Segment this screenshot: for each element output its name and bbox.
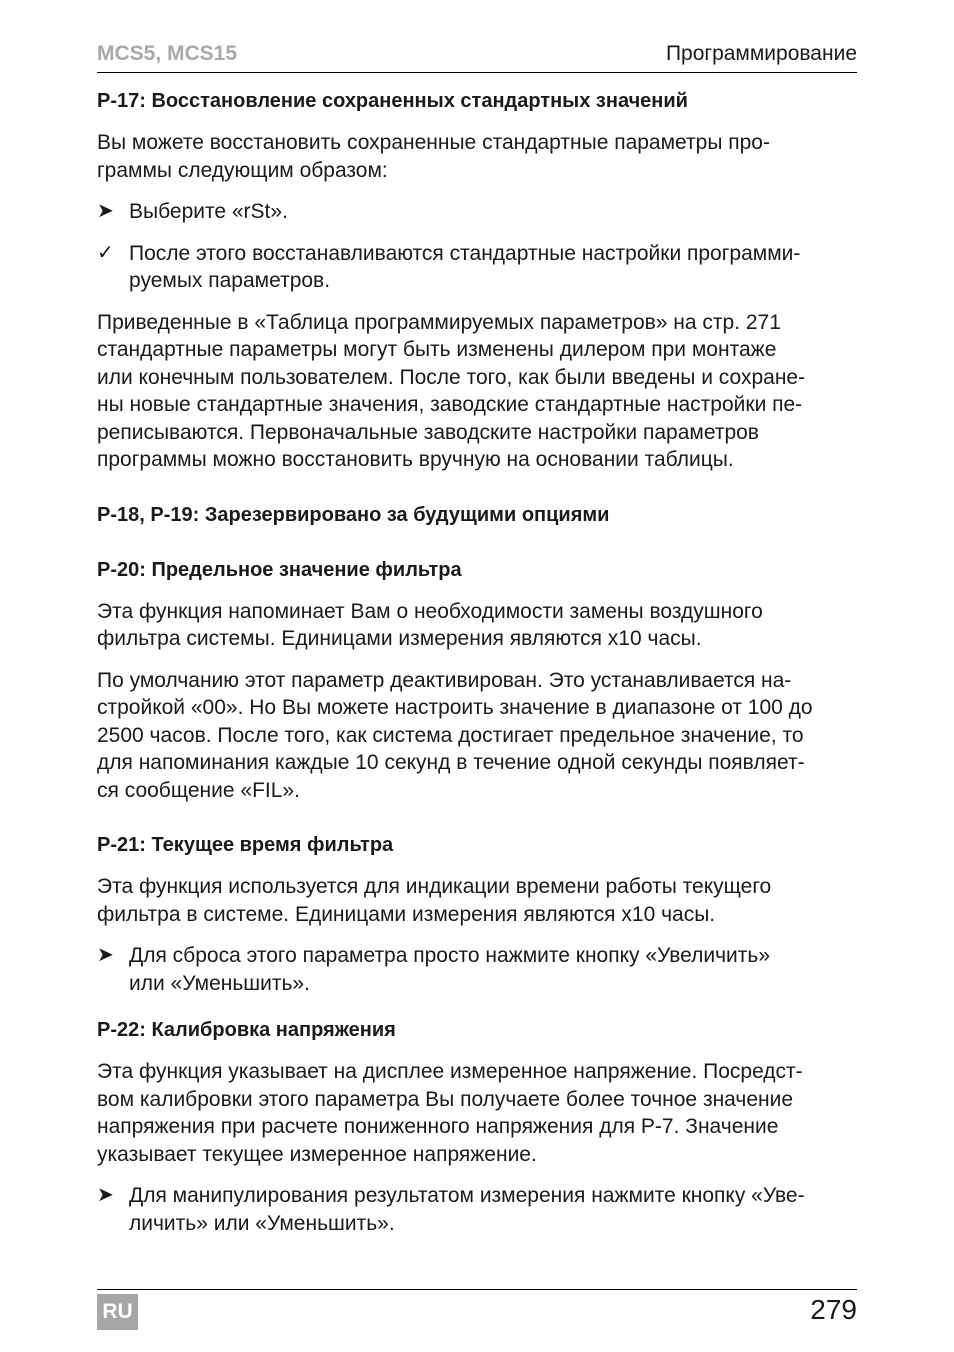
- model-name: MCS5, MCS15: [97, 42, 238, 65]
- heading-p17: P-17: Восстановление сохраненных стандартных значений: [97, 90, 688, 112]
- result-item: ✓ После этого восстанавливаются стандартные настройки программи- руемых параметров.: [97, 241, 801, 292]
- page-footer: [97, 1289, 857, 1325]
- checkmark-icon: ✓: [97, 241, 114, 264]
- document-body: [97, 88, 859, 1237]
- page-number: 279: [810, 1294, 857, 1325]
- heading-p18-p19: P-18, P-19: Зарезервировано за будущими опциями: [97, 503, 610, 526]
- paragraph: По умолчанию этот параметр деактивирован. Это устанавливается на- стройкой «00». Но Вы можете настроить значение в диапазоне от 100 до 2500 часов. После того, как система достигает предельное значение, то для напоминания каждые 10 секунд в течение одной секунды появляет- ся сообщение «FIL».: [97, 668, 813, 802]
- step-item: ➤ Для манипулирования результатом измерения нажмите кнопку «Уве- личить» или «Уменьшить».: [97, 1184, 805, 1235]
- paragraph: Вы можете восстановить сохраненные стандартные параметры про- граммы следующим образом:: [97, 131, 770, 182]
- paragraph: Эта функция используется для индикации времени работы текущего фильтра в системе. Единицами измерения являются x10 часы.: [97, 875, 772, 926]
- step-item: ➤ Выберите «rSt».: [97, 198, 859, 226]
- section-title: Программирование: [665, 42, 857, 65]
- arrow-icon: ➤: [97, 200, 114, 222]
- paragraph: Приведенные в «Таблица программируемых параметров» на стр. 271 стандартные параметры могут быть изменены дилером при монтаже или конечным пользователем. После того, как были введены и сохране- ны новые стандартные значения, заводские стандартные настройки пе- реписываются. Первоначальные заводските настройки параметров программы можно восстановить вручную на основании таблицы.: [97, 310, 806, 471]
- heading-p21: P-21: Текущее время фильтра: [97, 834, 394, 856]
- step-item: ➤ Для сброса этого параметра просто нажмите кнопку «Увеличить» или «Уменьшить».: [97, 944, 770, 995]
- arrow-icon: ➤: [97, 1184, 114, 1206]
- page-header: [97, 40, 857, 73]
- paragraph: Эта функция указывает на дисплее измеренное напряжение. Посредст- вом калибровки этого параметра Вы получаете более точное значение напряжения при расчете пониженного напряжения для P-7. Значение указывает текущее измеренное напряжение.: [97, 1060, 803, 1166]
- paragraph: Эта функция напоминает Вам о необходимости замены воздушного фильтра системы. Единицами измерения являются x10 часы.: [97, 599, 763, 650]
- arrow-icon: ➤: [97, 944, 114, 966]
- heading-p22: P-22: Калибровка напряжения: [97, 1019, 396, 1041]
- heading-p20: P-20: Предельное значение фильтра: [97, 558, 462, 581]
- language-badge: RU: [97, 1294, 138, 1330]
